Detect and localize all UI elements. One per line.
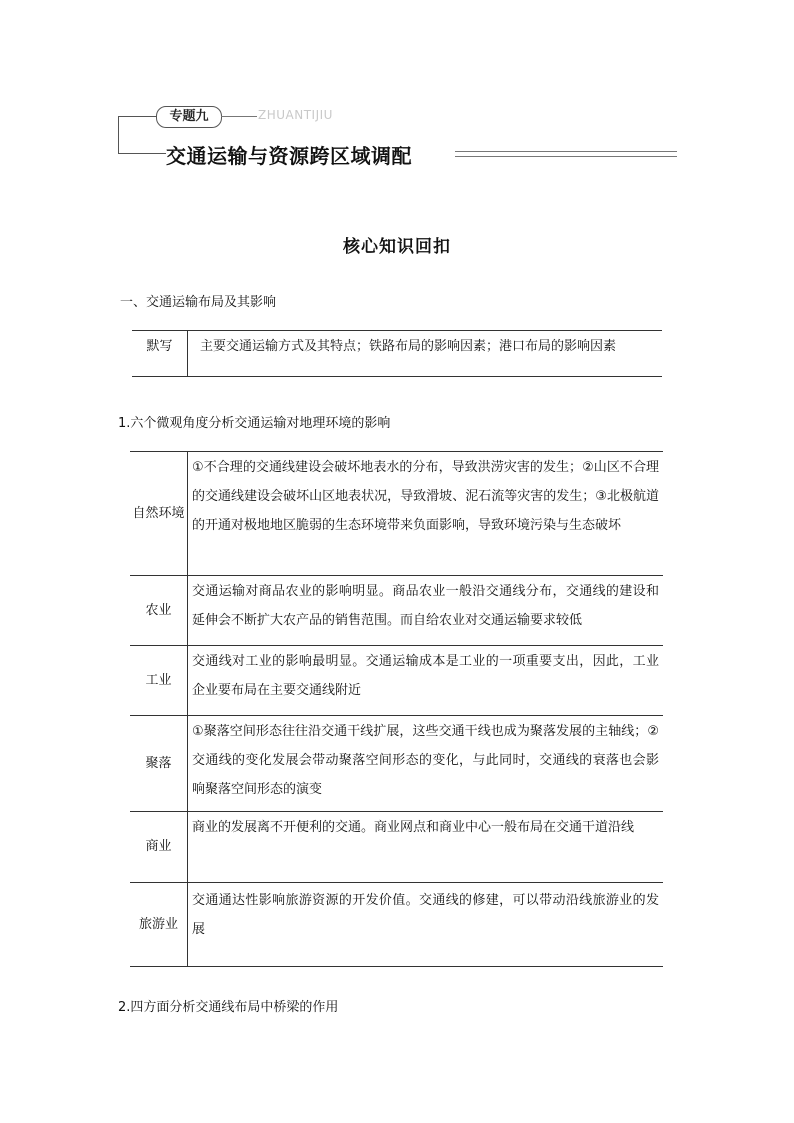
chapter-header [0, 0, 794, 200]
impact-text: ①不合理的交通线建设会破坏地表水的分布，导致洪涝灾害的发生；②山区不合理的交通线建设会破坏山区地表状况，导致滑坡、泥石流等灾害的发生；③北极航道的开通对极地地区脆弱的生态环境带来负面影响，导致环境污染与生态破坏 [188, 452, 664, 576]
recite-table [132, 330, 662, 377]
recite-label: 默写 [132, 331, 188, 377]
impact-row-agriculture [130, 576, 663, 646]
title-double-rule [455, 151, 677, 157]
impact-row-industry [130, 646, 663, 716]
impact-category: 自然环境 [130, 452, 188, 576]
impact-text: 交通线对工业的影响最明显。交通运输成本是工业的一项重要支出，因此，工业企业要布局在主要交通线附近 [188, 646, 664, 716]
header-bracket-left [118, 116, 119, 154]
impact-category: 工业 [130, 646, 188, 716]
header-bracket-bottom [118, 153, 166, 154]
impact-category: 农业 [130, 576, 188, 646]
section-heading: 核心知识回扣 [343, 237, 451, 257]
topic-pinyin: ZHUANTIJIU [258, 108, 333, 122]
part2-heading: 1.六个微观角度分析交通运输对地理环境的影响 [118, 416, 391, 431]
impact-table [130, 451, 663, 967]
header-bracket-top [118, 116, 156, 117]
header-connector-line [221, 116, 257, 117]
impact-text: 交通通达性影响旅游资源的开发价值。交通线的修建，可以带动沿线旅游业的发展 [188, 883, 664, 967]
impact-text: 交通运输对商品农业的影响明显。商品农业一般沿交通线分布，交通线的建设和延伸会不断扩大农产品的销售范围。而自给农业对交通运输要求较低 [188, 576, 664, 646]
impact-row-nature [130, 452, 663, 576]
impact-category: 聚落 [130, 716, 188, 812]
impact-text: 商业的发展离不开便利的交通。商业网点和商业中心一般布局在交通干道沿线 [188, 812, 664, 883]
chapter-title: 交通运输与资源跨区域调配 [166, 144, 412, 168]
impact-category: 商业 [130, 812, 188, 883]
recite-text: 主要交通运输方式及其特点；铁路布局的影响因素；港口布局的影响因素 [188, 331, 663, 377]
topic-label: 专题九 [156, 106, 222, 128]
part3-heading: 2.四方面分析交通线布局中桥梁的作用 [118, 1000, 339, 1015]
impact-row-tourism [130, 883, 663, 967]
recite-row [132, 331, 662, 377]
impact-row-commerce [130, 812, 663, 883]
impact-text: ①聚落空间形态往往沿交通干线扩展，这些交通干线也成为聚落发展的主轴线；②交通线的变化发展会带动聚落空间形态的变化，与此同时，交通线的衰落也会影响聚落空间形态的演变 [188, 716, 664, 812]
part1-heading: 一、交通运输布局及其影响 [120, 295, 277, 310]
impact-category: 旅游业 [130, 883, 188, 967]
impact-row-settlement [130, 716, 663, 812]
